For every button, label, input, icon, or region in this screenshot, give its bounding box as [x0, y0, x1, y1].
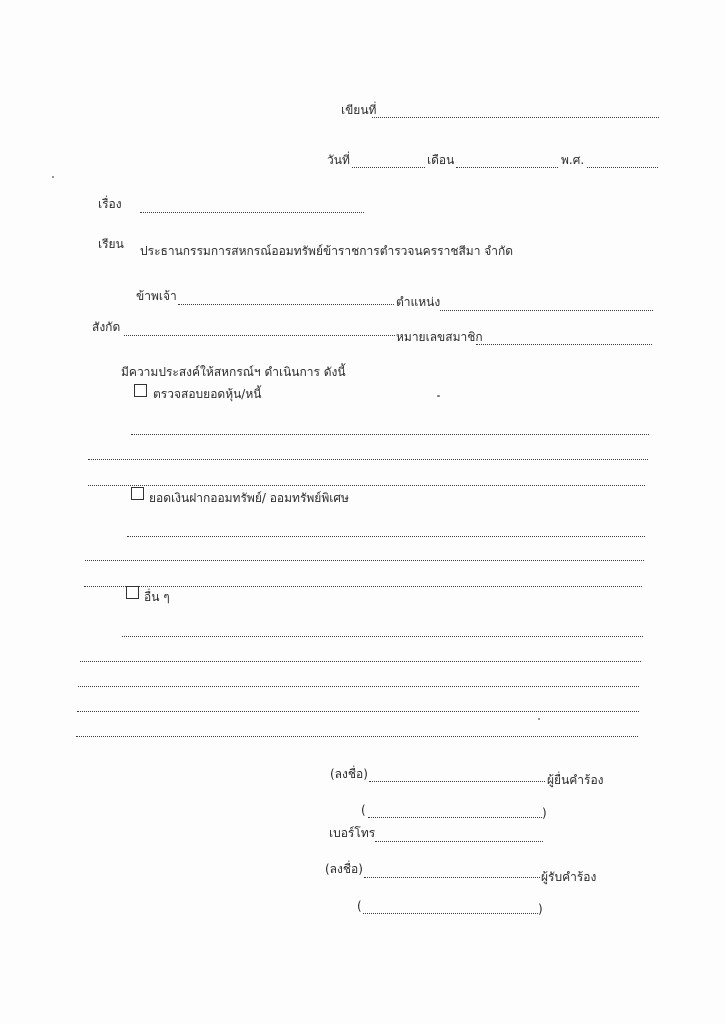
option-savings-deposit-line-1[interactable]	[127, 536, 645, 537]
applicant-role-label: ผู้ยื่นคำร้อง	[547, 773, 604, 787]
receiver-paren-open: (	[357, 899, 362, 913]
option-other-line-3[interactable]	[78, 686, 639, 687]
purpose-text: มีความประสงค์ให้สหกรณ์ฯ ดำเนินการ ดังนี้	[121, 365, 346, 379]
written-at-field[interactable]	[372, 117, 659, 118]
subject-field[interactable]	[140, 212, 364, 213]
option-shares-debt-line-1[interactable]	[131, 434, 649, 435]
member-no-field[interactable]	[476, 344, 652, 345]
receiver-role-label: ผู้รับคำร้อง	[541, 870, 597, 884]
option-other-label: อื่น ๆ	[144, 590, 170, 604]
option-savings-deposit-label: ยอดเงินฝากออมทรัพย์/ ออมทรัพย์พิเศษ	[149, 491, 349, 505]
option-shares-debt-line-2[interactable]	[88, 459, 648, 460]
affiliation-label: สังกัด	[92, 320, 121, 334]
member-no-label: หมายเลขสมาชิก	[396, 330, 483, 344]
applicant-sign-prefix: (ลงชื่อ)	[330, 767, 368, 781]
scan-speck	[437, 395, 440, 397]
date-field[interactable]	[352, 167, 425, 168]
applicant-name-field[interactable]	[178, 304, 394, 305]
recipient-text: ประธานกรรมการสหกรณ์ออมทรัพย์ข้าราชการตำรวจนครราชสีมา จำกัด	[140, 244, 514, 258]
receiver-paren-close: )	[538, 902, 543, 916]
scan-speck	[538, 718, 540, 720]
applicant-printed-name-field[interactable]	[368, 817, 542, 818]
option-shares-debt-label: ตรวจสอบยอดหุ้น/หนี้	[153, 387, 262, 401]
phone-label: เบอร์โทร	[329, 826, 376, 840]
option-other-line-1[interactable]	[122, 636, 643, 637]
applicant-paren-open: (	[361, 803, 366, 817]
receiver-signature-field[interactable]	[364, 877, 540, 878]
applicant-signature-field[interactable]	[369, 781, 545, 782]
receiver-sign-prefix: (ลงชื่อ)	[325, 862, 363, 876]
option-other-line-5[interactable]	[76, 736, 638, 737]
month-field[interactable]	[456, 167, 558, 168]
written-at-label: เขียนที่	[341, 103, 377, 117]
recipient-label: เรียน	[98, 237, 124, 251]
option-other-checkbox[interactable]	[126, 586, 139, 599]
option-other-line-4[interactable]	[77, 711, 639, 712]
option-other-line-2[interactable]	[80, 661, 641, 662]
position-label: ตำแหน่ง	[396, 295, 441, 309]
receiver-printed-name-field[interactable]	[363, 913, 538, 914]
option-shares-debt-checkbox[interactable]	[134, 384, 147, 397]
year-field[interactable]	[587, 167, 658, 168]
option-shares-debt-line-3[interactable]	[88, 485, 645, 486]
phone-field[interactable]	[375, 841, 543, 842]
option-savings-deposit-checkbox[interactable]	[131, 487, 144, 500]
applicant-paren-close: )	[542, 806, 547, 820]
subject-label: เรื่อง	[98, 197, 122, 211]
year-label: พ.ศ.	[561, 153, 585, 167]
option-savings-deposit-line-2[interactable]	[85, 560, 644, 561]
scan-speck	[52, 176, 54, 178]
date-label: วันที่	[327, 153, 350, 167]
affiliation-field[interactable]	[124, 335, 395, 336]
position-field[interactable]	[440, 310, 653, 311]
option-savings-deposit-line-3[interactable]	[84, 586, 642, 587]
applicant-name-label: ข้าพเจ้า	[136, 289, 177, 303]
month-label: เดือน	[427, 153, 455, 167]
